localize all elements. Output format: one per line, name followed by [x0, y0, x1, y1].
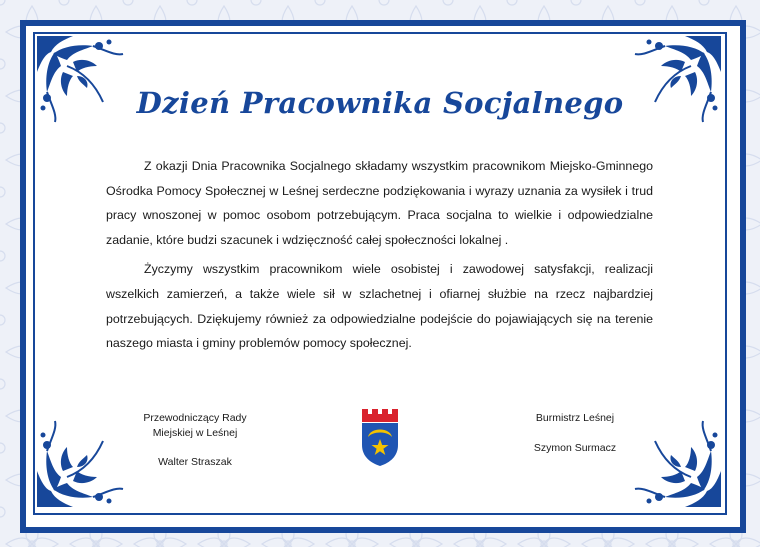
- corner-ornament-bottom-left: [33, 415, 129, 511]
- signature-title: Burmistrz Leśnej: [535, 412, 615, 424]
- signature-name: Walter Straszak: [158, 456, 232, 468]
- signature-mayor: [500, 411, 650, 456]
- signature-council-chairman: [120, 411, 270, 470]
- coat-of-arms-icon: [359, 409, 401, 467]
- signature-title-line-2: Miejskiej w Leśnej: [152, 427, 238, 439]
- paragraph-1: Z okazji Dnia Pracownika Socjalnego składamy wszystkim pracownikom Miejsko-Gminnego Ośrodka Pomocy Społecznej w Leśnej serdeczne podziękowania i wyrazy uznania za wysiłek i trud pracy wnoszonej w pomoc osobom potrzebującym. Praca socjalna to wielkie i odpowiedzialne zadanie, które budzi szacunek i wdzięczność całej społeczności lokalnej .: [106, 159, 653, 247]
- paragraph-2: Życzymy wszystkim pracownikom wiele osobistej i zawodowej satysfakcji, realizacji wszelkich zamierzeń, a także wiele sił w szlachetnej i ofiarnej służbie na rzecz najbardziej potrzebujących. Dziękujemy również za odpowiedzialne podejście do pojawiających się na terenie naszego miasta i gminy problemów pomocy społecznej.: [106, 262, 653, 351]
- greeting-text: [106, 154, 653, 356]
- signature-title-line-1: Przewodniczący Rady: [143, 412, 247, 424]
- signature-name: Szymon Surmacz: [533, 442, 617, 454]
- page-title: Dzień Pracownika Socjalnego: [136, 86, 624, 120]
